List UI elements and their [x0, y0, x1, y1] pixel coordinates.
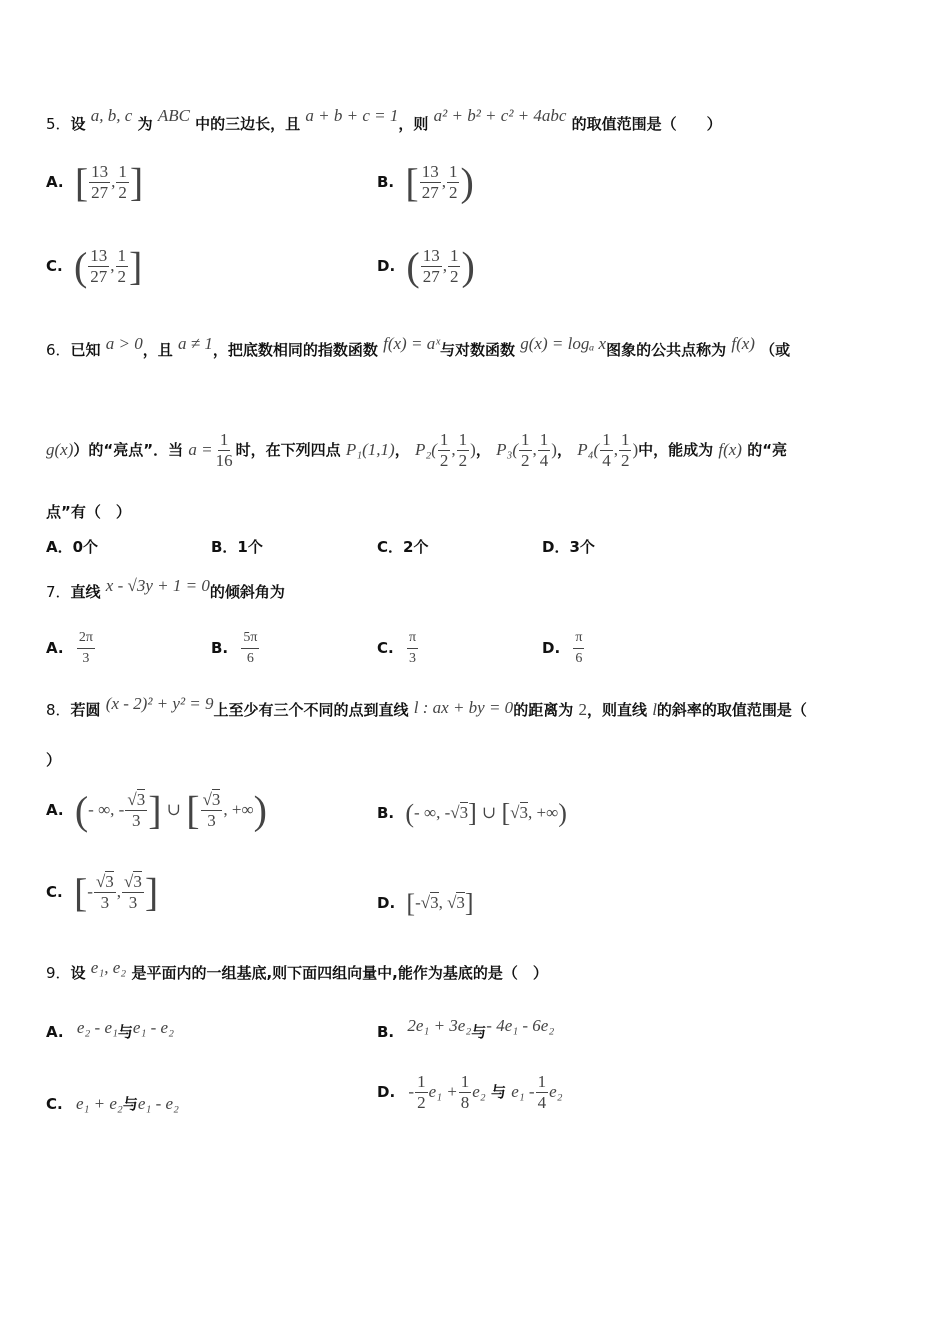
q6-stem-line2: g(x)）的“亮点”．当 a = $\frac{1}{16}$ 时，在下列四点 P₁(1,1)， P₂( $\frac{1}{2}$ , $\frac{1}{2}$ )， P₃( $\frac{1}{2}$ , $\frac{1}{4}$ )， P₄( $\frac{1}{4}$ , $\frac{1}{2}$ )中，能成为 f(x) 的“亮 [46, 430, 788, 470]
q8-text: ，则直线 [586, 701, 647, 719]
vector: e₁ - e₂ [132, 1018, 174, 1037]
q8-text: 上至少有三个不同的点到直线 [213, 701, 409, 719]
q8-option-d[interactable]: D. [-√3, √3] [377, 888, 474, 918]
point-p3: P₃( [496, 440, 519, 459]
q7-stem [46, 576, 285, 602]
q5-text: 的取值范围是（ ） [571, 115, 722, 133]
fraction: $\frac{1}{16}$ [215, 430, 233, 470]
q6-text: ，且 [142, 341, 173, 359]
q6-text: 图象的公共点称为 [606, 341, 727, 359]
q6-text: （或 [760, 341, 791, 359]
option-label: D. [542, 639, 561, 657]
fraction: $\frac{\pi}{6}$ [575, 630, 583, 666]
vector: - 4e₁ - 6e₂ [486, 1016, 555, 1035]
q6-text: 已知 [70, 341, 101, 359]
q5-text: 为 [137, 115, 153, 133]
q8-option-c[interactable]: C. [- $\frac{√3}{3}$ , $\frac{√3}{3}$ ] [46, 869, 159, 915]
q6-text: ）的“亮点”．当 [73, 441, 184, 459]
q5-math-abc: a, b, c [90, 106, 133, 125]
q7-math-line: x - √3y + 1 = 0 [105, 576, 210, 595]
q5-option-b[interactable]: B. [ $\frac{13}{27}$ , $\frac{1}{2}$ ) [377, 159, 474, 205]
bracket: ( [406, 243, 420, 289]
q6-text: 中，能成为 [638, 441, 714, 459]
q6-text: 与对数函数 [440, 341, 516, 359]
fraction: $\frac{13}{27}$ [422, 246, 440, 286]
q8-option-b[interactable]: B. (- ∞, -√3] ∪ [√3, +∞) [377, 798, 567, 828]
q5-option-c[interactable]: C. ( $\frac{13}{27}$ , $\frac{1}{2}$ ] [46, 243, 143, 289]
vector: e₁ + e₂ [75, 1094, 123, 1113]
fraction: $\frac{1}{2}$ [449, 246, 459, 286]
fraction: $\frac{2\pi}{3}$ [78, 630, 93, 666]
point-p4: P₄( [577, 440, 600, 459]
q6-stem-line1 [46, 334, 791, 360]
q9-stem [46, 958, 548, 983]
q8-math-line: l : ax + by = 0 [413, 698, 514, 717]
q6-math: f(x) [731, 334, 755, 353]
option-label: B. [377, 1023, 395, 1041]
q5-text: ，则 [398, 115, 429, 133]
q6-text: 点”有（ ） [46, 503, 131, 521]
bracket: [ [405, 159, 419, 205]
q5-math-expression: a² + b² + c² + 4abc [433, 106, 567, 125]
q8-stem-line1 [46, 694, 807, 720]
point-p1: P₁(1,1) [345, 440, 395, 459]
vector: e₁ - e₂ [137, 1094, 179, 1113]
fraction: $\frac{13}{27}$ [90, 246, 108, 286]
q6-math: g(x) [46, 440, 74, 459]
option-label: A. [46, 639, 64, 657]
bracket: ) [461, 243, 475, 289]
q6-option-a[interactable]: A．0个 [46, 538, 99, 556]
option-label: B. [377, 173, 395, 191]
fraction: $\frac{1}{2}$ [118, 162, 127, 202]
option-label: D. [377, 1083, 396, 1101]
q6-math: a > 0 [105, 334, 143, 353]
fraction: $\frac{1}{2}$ [117, 246, 127, 286]
q8-option-a[interactable]: A. (- ∞, - $\frac{√3}{3}$ ] ∪ [ $\frac{√3}{3}$ , +∞) [46, 787, 267, 833]
bracket: ] [129, 159, 144, 205]
bracket: ( [73, 243, 88, 289]
point-p2: P₂( [414, 440, 437, 459]
q5-text: 中的三边长，且 [195, 115, 301, 133]
option-label: C. [46, 883, 63, 901]
q8-stem-line2 [46, 750, 61, 770]
q6-math-log: g(x) = logₐ x [520, 334, 607, 353]
option-label: D. [377, 257, 396, 275]
q8-number: 8． [46, 701, 71, 719]
q6-math: a ≠ 1 [178, 334, 213, 353]
q5-math-sum: a + b + c = 1 [305, 106, 399, 125]
q7-text: 直线 [70, 583, 101, 601]
q9-option-b[interactable]: B. 2e₁ + 3e₂与- 4e₁ - 6e₂ [377, 1016, 555, 1041]
q8-text: 的距离为 [513, 701, 574, 719]
q6-math-exp: f(x) = aˣ [383, 334, 440, 353]
q7-option-c[interactable] [377, 628, 419, 669]
q7-text: 的倾斜角为 [209, 583, 285, 601]
option-label: D. [377, 894, 396, 912]
fraction: $\frac{13}{27}$ [91, 162, 109, 202]
fraction: $\frac{13}{27}$ [421, 162, 439, 202]
q7-option-d[interactable] [542, 628, 585, 669]
bracket: ] [129, 243, 143, 289]
option-label: A. [46, 173, 64, 191]
q6-math: f(x) [718, 440, 742, 459]
fraction: $\frac{1}{2}$ [448, 162, 458, 202]
option-label: B. [377, 804, 395, 822]
option-label: C. [377, 639, 394, 657]
fraction: $\frac{\pi}{3}$ [408, 630, 417, 666]
q6-option-b[interactable]: B．1个 [211, 538, 263, 556]
fraction: $\frac{5\pi}{6}$ [243, 630, 258, 666]
q5-math-triangle: ABC [157, 106, 190, 125]
q5-stem [46, 106, 722, 134]
q6-math: a = [188, 440, 213, 459]
q8-math-circle: (x - 2)² + y² = 9 [105, 694, 214, 713]
q7-number: 7． [46, 583, 71, 601]
q8-math: l [652, 700, 657, 719]
q6-text: ，把底数相同的指数函数 [212, 341, 378, 359]
q6-number: 6． [46, 341, 71, 359]
q8-math: 2 [578, 700, 587, 719]
q7-option-a[interactable] [46, 628, 96, 669]
option-label: A. [46, 1023, 64, 1041]
q6-text: 的“亮 [747, 441, 788, 459]
q5-number: 5． [46, 115, 71, 133]
q5-option-d[interactable]: D. ( $\frac{13}{27}$ , $\frac{1}{2}$ ) [377, 243, 475, 289]
q8-text: 的斜率的取值范围是（ [656, 701, 807, 719]
option-label: C. [46, 257, 63, 275]
q9-option-c[interactable]: C. e₁ + e₂与e₁ - e₂ [46, 1094, 179, 1113]
bracket: ) [460, 159, 474, 205]
q7-option-b[interactable] [211, 628, 260, 669]
q6-text: 时，在下列四点 [235, 441, 341, 459]
q9-number: 9． [46, 964, 71, 982]
q8-text: 若圆 [70, 701, 101, 719]
vector: 2e₁ + 3e₂ [407, 1016, 472, 1035]
q6-stem-line3 [46, 502, 131, 522]
option-label: A. [46, 801, 64, 819]
q9-text: 设 [70, 964, 86, 982]
q8-text: ） [46, 751, 62, 769]
option-label: C. [46, 1095, 63, 1113]
q9-option-d[interactable]: D. - $\frac{1}{2}$ e₁ + $\frac{1}{8}$ e₂ 与 e₁ - $\frac{1}{4}$ e₂ [377, 1072, 563, 1112]
q6-option-c[interactable]: C．2个 [377, 538, 429, 556]
vector: e₂ - e₁ [76, 1018, 118, 1037]
q9-math-basis: e₁, e₂ [90, 958, 127, 977]
q9-option-a[interactable]: A. e₂ - e₁与e₁ - e₂ [46, 1018, 174, 1041]
option-label: B. [211, 639, 229, 657]
q9-text: 是平面内的一组基底,则下面四组向量中,能作为基底的是（ ） [131, 964, 548, 982]
q6-option-d[interactable]: D．3个 [542, 538, 595, 556]
bracket: [ [74, 159, 89, 205]
q5-text: 设 [70, 115, 86, 133]
q5-option-a[interactable]: A. [ $\frac{13}{27}$ , $\frac{1}{2}$ ] [46, 159, 144, 205]
